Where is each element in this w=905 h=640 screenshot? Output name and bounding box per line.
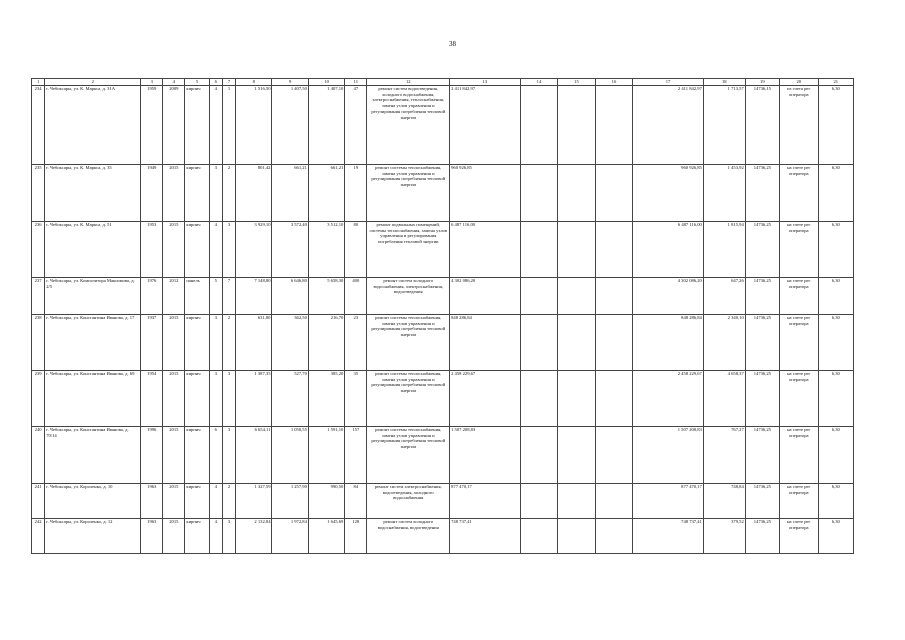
table-cell: 236 — [32, 222, 45, 278]
table-cell: на счете рег оператора — [779, 371, 818, 427]
table-cell: 84 — [345, 484, 367, 519]
table-cell: ремонт системы теплоснабжения, замена узлов управления и регулирования потребления тепловой энергии — [367, 165, 450, 222]
table-cell: 6,30 — [818, 278, 853, 315]
column-number-5: 5 — [185, 79, 209, 86]
table-cell — [558, 278, 596, 315]
column-number-9: 9 — [272, 79, 308, 86]
table-cell: 240 — [32, 427, 45, 484]
table-cell — [558, 86, 596, 165]
table-cell: 6,30 — [818, 519, 853, 554]
table-cell: 3 — [209, 315, 222, 371]
column-number-1: 1 — [32, 79, 45, 86]
column-number-17: 17 — [633, 79, 704, 86]
table-row — [32, 86, 854, 165]
table-cell: 1996 — [141, 427, 163, 484]
table-cell: 235 — [32, 165, 45, 222]
table-cell: из счета рег оператора — [779, 86, 818, 165]
column-number-20: 20 — [779, 79, 818, 86]
table-cell: 2 — [222, 484, 235, 519]
table-cell: 4 302 086,20 — [633, 278, 704, 315]
table-cell: 2012 — [163, 278, 185, 315]
table-cell: 1 972,84 — [272, 519, 308, 554]
table-cell: 1959 — [141, 86, 163, 165]
table-cell — [595, 86, 633, 165]
table-cell: 1954 — [141, 371, 163, 427]
table-cell: 6,30 — [818, 427, 853, 484]
table-row — [32, 165, 854, 222]
table-cell: 4 658,37 — [703, 371, 745, 427]
table-cell — [520, 427, 558, 484]
table-cell: 14736,25 — [745, 165, 779, 222]
table-cell: 2 — [222, 165, 235, 222]
table-cell: 2015 — [163, 315, 185, 371]
column-number-8: 8 — [236, 79, 272, 86]
table-cell: 3 — [222, 222, 235, 278]
table-cell: кирпич — [185, 519, 209, 554]
table-cell: 1 327,59 — [236, 484, 272, 519]
table-cell: 631,80 — [236, 315, 272, 371]
table-cell: кирпич — [185, 86, 209, 165]
table-cell: 3 — [222, 371, 235, 427]
table-cell: 877 470,17 — [633, 484, 704, 519]
table-cell: 237 — [32, 278, 45, 315]
table-cell: 848 286,84 — [450, 315, 521, 371]
table-cell: г. Чебоксары, ул. К. Маркса, д. 31А — [45, 86, 141, 165]
table-cell: 157 — [345, 427, 367, 484]
table-cell — [520, 484, 558, 519]
table-cell — [595, 315, 633, 371]
table-cell: 238 — [32, 315, 45, 371]
table-cell: 1 591,10 — [308, 427, 344, 484]
table-cell: 362,50 — [272, 315, 308, 371]
table-cell: г. Чебоксары, ул. Короленко, д. 10 — [45, 484, 141, 519]
table-cell — [595, 222, 633, 278]
table-cell: 14736,25 — [745, 484, 779, 519]
table-row — [32, 222, 854, 278]
table-cell: на счете рег оператора — [779, 278, 818, 315]
table-cell — [595, 165, 633, 222]
table-cell: 1937 — [141, 315, 163, 371]
table-cell: 647,26 — [703, 278, 745, 315]
table-cell: 6 487 116,00 — [450, 222, 521, 278]
table-cell — [595, 427, 633, 484]
table-row — [32, 519, 854, 554]
table-cell: 3 — [222, 519, 235, 554]
column-number-6: 6 — [209, 79, 222, 86]
column-number-19: 19 — [745, 79, 779, 86]
table-cell — [595, 371, 633, 427]
table-cell: 4 — [209, 86, 222, 165]
table-cell: г. Чебоксары, ул. К. Маркса, д. 35 — [45, 165, 141, 222]
table-cell — [558, 315, 596, 371]
table-cell: 748 737,41 — [450, 519, 521, 554]
table-cell: кирпич — [185, 315, 209, 371]
column-number-13: 13 — [450, 79, 521, 86]
table-cell — [558, 484, 596, 519]
table-cell: 19 — [345, 165, 367, 222]
column-number-15: 15 — [558, 79, 596, 86]
table-cell: 6 654,11 — [236, 427, 272, 484]
table-cell: 2015 — [163, 427, 185, 484]
table-cell: 767,27 — [703, 427, 745, 484]
table-row — [32, 484, 854, 519]
table-cell — [520, 165, 558, 222]
table-cell: 14736,25 — [745, 222, 779, 278]
column-number-7: 7 — [222, 79, 235, 86]
table-cell: 6 646,80 — [272, 278, 308, 315]
table-cell: 14736,25 — [745, 315, 779, 371]
table-cell: на счете рег оператора — [779, 165, 818, 222]
table-cell: 128 — [345, 519, 367, 554]
table-cell — [520, 222, 558, 278]
table-cell: кирпич — [185, 484, 209, 519]
table-cell: 1 507 208,83 — [450, 427, 521, 484]
table-cell: 80 — [345, 222, 367, 278]
table-cell: 14736,25 — [745, 371, 779, 427]
table-row — [32, 278, 854, 315]
table-cell: 661,21 — [308, 165, 344, 222]
table-cell: 379,52 — [703, 519, 745, 554]
table-cell — [558, 222, 596, 278]
table-cell: 1 050,55 — [272, 427, 308, 484]
table-cell: ремонт систем электроснабжения, водоотведения, холодного водоснабжения — [367, 484, 450, 519]
table-cell: 5 658,30 — [308, 278, 344, 315]
table-cell: 2015 — [163, 484, 185, 519]
table-cell: на счете рег оператора — [779, 519, 818, 554]
table-row — [32, 371, 854, 427]
table-cell — [558, 371, 596, 427]
table-cell: панель — [185, 278, 209, 315]
table-cell: кирпич — [185, 427, 209, 484]
table-cell: 3 — [209, 371, 222, 427]
table-cell: г. Чебоксары, ул. Константина Иванова, д. 17 — [45, 315, 141, 371]
table-cell: 748,84 — [703, 484, 745, 519]
table-cell: кирпич — [185, 165, 209, 222]
table-cell: ремонт систем холодного водоснабжения, электроснабжения, водоотведения — [367, 278, 450, 315]
table-cell: 1953 — [141, 222, 163, 278]
column-number-3: 3 — [141, 79, 163, 86]
table-cell: 35 — [345, 371, 367, 427]
table-cell: 385,20 — [308, 371, 344, 427]
table-cell: 400 — [345, 278, 367, 315]
column-number-18: 18 — [703, 79, 745, 86]
capital-repair-table — [31, 78, 854, 554]
table-cell: 2015 — [163, 371, 185, 427]
table-cell: 1 407,50 — [272, 86, 308, 165]
table-cell: 1 — [222, 86, 235, 165]
column-number-14: 14 — [520, 79, 558, 86]
table-cell: 23 — [345, 315, 367, 371]
table-cell: 14736,25 — [745, 519, 779, 554]
table-cell: на счете рег оператора — [779, 427, 818, 484]
table-cell: ремонт подвальных помещений, системы теплоснабжения, замена узлов управления и регулирования потребления тепловой энергии — [367, 222, 450, 278]
table-cell: 2 132,84 — [236, 519, 272, 554]
column-number-10: 10 — [308, 79, 344, 86]
table-cell: ремонт системы теплоснабжения, замена узлов управления и регулирования потребления тепловой энергии — [367, 315, 450, 371]
table-cell: 5 — [209, 278, 222, 315]
page-number: 38 — [449, 40, 456, 48]
table-cell: 1963 — [141, 519, 163, 554]
table-cell: 2 458 229,67 — [633, 371, 704, 427]
table-cell: 2 411 842,97 — [633, 86, 704, 165]
table-cell: 2009 — [163, 86, 185, 165]
table-row — [32, 427, 854, 484]
table-cell — [520, 86, 558, 165]
table-cell: 14736,25 — [745, 427, 779, 484]
table-cell — [595, 519, 633, 554]
table-cell: кирпич — [185, 371, 209, 427]
table-cell: 960 926,85 — [450, 165, 521, 222]
header-row — [32, 79, 854, 86]
table-cell: 1 387,35 — [236, 371, 272, 427]
table-cell: 6 487 116,00 — [633, 222, 704, 278]
table-cell: 7 — [222, 278, 235, 315]
column-number-4: 4 — [163, 79, 185, 86]
table-cell: 3 929,10 — [236, 222, 272, 278]
table-cell — [520, 278, 558, 315]
table-cell — [520, 315, 558, 371]
table-cell: ремонт системы теплоснабжения, замена узлов управления и регулирования потребления тепловой энергии — [367, 427, 450, 484]
table-cell: 960 926,85 — [633, 165, 704, 222]
column-number-2: 2 — [45, 79, 141, 86]
table-cell: 7 148,80 — [236, 278, 272, 315]
table-cell: 6,30 — [818, 315, 853, 371]
table-cell: 2015 — [163, 519, 185, 554]
table-cell: 242 — [32, 519, 45, 554]
table-cell: кирпич — [185, 222, 209, 278]
table-cell — [558, 165, 596, 222]
table-cell: на счете рег оператора — [779, 222, 818, 278]
table-cell: 2015 — [163, 165, 185, 222]
table-cell: 1976 — [141, 278, 163, 315]
table-cell: 1 507 208,83 — [633, 427, 704, 484]
table-cell: 3 512,10 — [308, 222, 344, 278]
table-cell: 748 737,41 — [633, 519, 704, 554]
table-cell: 6,30 — [818, 165, 853, 222]
table-cell: 1 645,69 — [308, 519, 344, 554]
table-cell: ремонт систем водоотведения, холодного водоснабжения, электроснабжения, теплоснабжения, замена узлов управления и регулирования потребления тепловой энергии — [367, 86, 450, 165]
table-cell: 216,70 — [308, 315, 344, 371]
table-cell: 2015 — [163, 222, 185, 278]
table-cell: 14736,25 — [745, 278, 779, 315]
table-cell: 239 — [32, 371, 45, 427]
table-cell: 1963 — [141, 484, 163, 519]
table-cell: 1949 — [141, 165, 163, 222]
table-cell: 848 286,84 — [633, 315, 704, 371]
table-cell — [595, 484, 633, 519]
table-cell: 1 407,10 — [308, 86, 344, 165]
table-cell — [558, 427, 596, 484]
table-cell: г. Чебоксары, ул. Короленко, д. 12 — [45, 519, 141, 554]
table-cell — [520, 371, 558, 427]
table-cell: г. Чебоксары, ул. Композитора Максимова, д. 2/5 — [45, 278, 141, 315]
table-cell: 2 411 842,97 — [450, 86, 521, 165]
table-cell: 1 453,92 — [703, 165, 745, 222]
column-number-21: 21 — [818, 79, 853, 86]
table-cell: на счете рег оператора — [779, 315, 818, 371]
table-cell: 2 340,10 — [703, 315, 745, 371]
table-cell: на счете рег оператора — [779, 484, 818, 519]
table-cell: 990,50 — [308, 484, 344, 519]
table-row — [32, 315, 854, 371]
table-cell: 2 458 229,67 — [450, 371, 521, 427]
table-cell: г. Чебоксары, ул. К. Маркса, д. 51 — [45, 222, 141, 278]
table-cell: 6,30 — [818, 371, 853, 427]
table-cell — [558, 519, 596, 554]
table-cell: 14736,15 — [745, 86, 779, 165]
table-cell: г. Чебоксары, ул. Константина Иванова, д. 69 — [45, 371, 141, 427]
table-cell: 2 — [222, 315, 235, 371]
table-cell: 1 516,50 — [236, 86, 272, 165]
table-cell: 801,42 — [236, 165, 272, 222]
table-cell: 234 — [32, 86, 45, 165]
table-cell: 3 — [209, 165, 222, 222]
column-number-12: 12 — [367, 79, 450, 86]
table-cell: 1 257,90 — [272, 484, 308, 519]
table-cell: 6 — [209, 427, 222, 484]
table-cell: 4 302 086,20 — [450, 278, 521, 315]
table-cell: 4 — [209, 484, 222, 519]
table-cell: 4 — [209, 519, 222, 554]
table-cell: 877 470,17 — [450, 484, 521, 519]
table-cell: 6,30 — [818, 484, 853, 519]
table-cell: 1 713,57 — [703, 86, 745, 165]
table-cell: 1 815,94 — [703, 222, 745, 278]
table-cell: 661,21 — [272, 165, 308, 222]
table-cell: 3 — [222, 427, 235, 484]
table-cell: 6,30 — [818, 86, 853, 165]
table-cell: ремонт системы теплоснабжения, замена узлов управления и регулирования потребления тепловой энергии — [367, 371, 450, 427]
table-cell — [520, 519, 558, 554]
table-cell: 6,30 — [818, 222, 853, 278]
table-cell: 4 — [209, 222, 222, 278]
column-number-11: 11 — [345, 79, 367, 86]
table-cell: 47 — [345, 86, 367, 165]
table-cell: 3 572,40 — [272, 222, 308, 278]
column-number-16: 16 — [595, 79, 633, 86]
table-cell: ремонт систем холодного водоснабжения, водоотведения — [367, 519, 450, 554]
table-cell — [595, 278, 633, 315]
table-cell: 241 — [32, 484, 45, 519]
table-cell: г. Чебоксары, ул. Константина Иванова, д. 70/14 — [45, 427, 141, 484]
table-cell: 527,70 — [272, 371, 308, 427]
